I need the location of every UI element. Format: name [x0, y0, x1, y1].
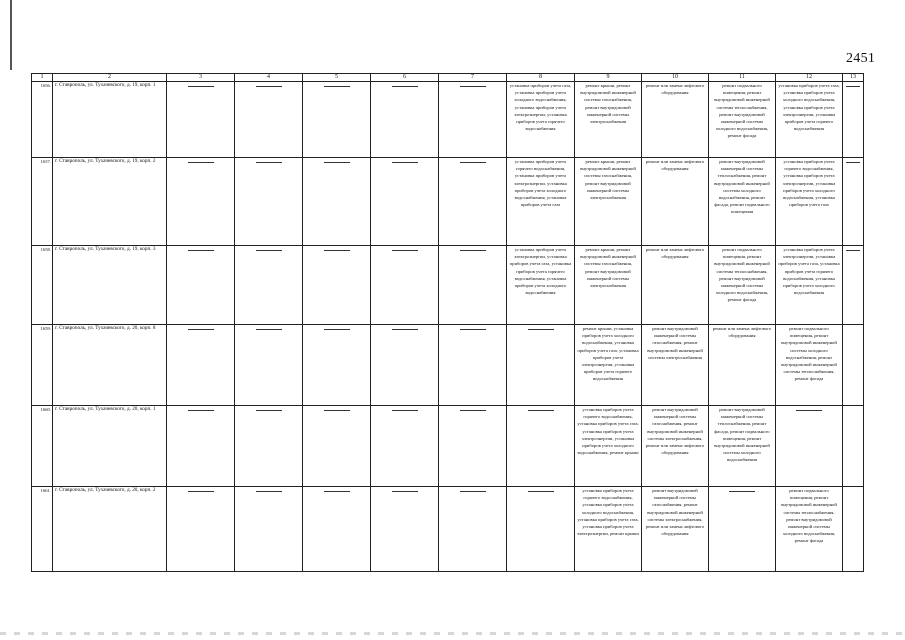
work-cell: ремонт крыши, ремонт внутридомовой инженерной системы газоснабжения, ремонт внутридомовой инженерной системы электроснабжения	[575, 82, 642, 158]
work-cell: ремонт крыши, ремонт внутридомовой инженерной системы газоснабжения, ремонт внутридомовой инженерной системы электроснабжения	[575, 158, 642, 246]
repair-schedule-table	[31, 73, 864, 572]
column-header: 13	[843, 74, 864, 82]
scan-artifact	[0, 632, 905, 635]
column-header: 6	[371, 74, 439, 82]
work-cell: ремонт внутридомовой инженерной системы газоснабжения, ремонт внутридомовой инженерной системы электроснабжения, ремонт или замена лифтового оборудования	[642, 487, 709, 572]
dash-mark	[256, 250, 282, 251]
work-cell: установка приборов учета электроэнергии, установка приборов учета газа, установка приборов учета горячего водоснабжения, установка приборов учета холодного водоснабжения	[507, 246, 575, 325]
dash-mark	[528, 329, 554, 330]
row-address: г. Ставрополь, ул. Тухачевского, д. 19, корп. 2	[53, 158, 167, 246]
work-cell: ремонт внутридомовой инженерной системы теплоснабжения, ремонт фасада, ремонт подвального помещения, ремонт внутридомовой инженерной системы холодного водоснабжения	[709, 406, 776, 487]
dash-mark	[392, 86, 418, 87]
dash-mark	[256, 410, 282, 411]
dash-mark	[528, 491, 554, 492]
row-address: г. Ставрополь, ул. Тухачевского, д. 19, корп. 3	[53, 246, 167, 325]
dash-mark	[392, 250, 418, 251]
empty-cell	[303, 325, 371, 406]
column-header: 11	[709, 74, 776, 82]
column-header: 4	[235, 74, 303, 82]
dash-mark	[188, 86, 214, 87]
work-cell: установка приборов учета электроэнергии, установка приборов учета газа, установка приборов учета горячего водоснабжения, установка приборов учета холодного водоснабжения	[776, 246, 843, 325]
dash-mark	[460, 86, 486, 87]
dash-mark	[256, 162, 282, 163]
work-cell: ремонт крыши, ремонт внутридомовой инженерной системы газоснабжения, ремонт внутридомовой инженерной системы электроснабжения	[575, 246, 642, 325]
dash-mark	[324, 162, 350, 163]
dash-mark	[188, 329, 214, 330]
dash-mark	[188, 162, 214, 163]
empty-cell	[303, 82, 371, 158]
column-header: 1	[32, 74, 53, 82]
work-cell: ремонт подвального помещения, ремонт внутридомовой инженерной системы холодного водоснабжения, ремонт внутридомовой инженерной системы теплоснабжения, ремонт фасада	[776, 325, 843, 406]
empty-cell	[235, 158, 303, 246]
column-header: 3	[167, 74, 235, 82]
empty-cell	[843, 325, 864, 406]
row-number: 1660.	[32, 406, 53, 487]
empty-cell	[167, 406, 235, 487]
empty-cell	[507, 325, 575, 406]
dash-mark	[188, 250, 214, 251]
dash-mark	[796, 410, 822, 411]
empty-cell	[167, 325, 235, 406]
empty-cell	[776, 406, 843, 487]
empty-cell	[843, 158, 864, 246]
dash-mark	[528, 410, 554, 411]
dash-mark	[324, 86, 350, 87]
work-cell: ремонт крыши, установка приборов учета холодного водоснабжения, установка приборов учета газа, установка приборов учета электроэнергии, установка приборов учета горячего водоснабжения	[575, 325, 642, 406]
table-row	[32, 246, 864, 325]
empty-cell	[439, 406, 507, 487]
row-address: г. Ставрополь, ул. Тухачевского, д. 19, корп. 1	[53, 82, 167, 158]
work-cell: ремонт или замена лифтового оборудования	[642, 158, 709, 246]
column-header: 10	[642, 74, 709, 82]
column-number-row	[32, 74, 864, 82]
dash-mark	[324, 491, 350, 492]
table-row	[32, 325, 864, 406]
row-number: 1658.	[32, 246, 53, 325]
empty-cell	[439, 158, 507, 246]
empty-cell	[371, 487, 439, 572]
empty-cell	[843, 82, 864, 158]
empty-cell	[439, 82, 507, 158]
table-row	[32, 487, 864, 572]
dash-mark	[392, 491, 418, 492]
empty-cell	[843, 406, 864, 487]
empty-cell	[439, 325, 507, 406]
row-address: г. Ставрополь, ул. Тухачевского, д. 20, корп. 1	[53, 406, 167, 487]
column-header: 2	[53, 74, 167, 82]
empty-cell	[371, 82, 439, 158]
empty-cell	[167, 158, 235, 246]
column-header: 7	[439, 74, 507, 82]
work-cell: установка приборов учета горячего водоснабжения, установка приборов учета газа, установка приборов учета электроэнергии, установка приборов учета холодного водоснабжения, ремонт крыши	[575, 406, 642, 487]
empty-cell	[235, 246, 303, 325]
work-cell: установка приборов учета горячего водоснабжения, установка приборов учета холодного водоснабжения, установка приборов учета газа, установка приборов учета электроэнергии, ремонт крыши	[575, 487, 642, 572]
dash-mark	[324, 250, 350, 251]
dash-mark	[324, 410, 350, 411]
empty-cell	[439, 487, 507, 572]
empty-cell	[235, 406, 303, 487]
empty-cell	[371, 158, 439, 246]
empty-cell	[167, 487, 235, 572]
work-cell: установка приборов учета горячего водоснабжения, установка приборов учета электроэнергии, установка приборов учета холодного водоснабжения, установка приборов учета газа	[776, 158, 843, 246]
work-cell: ремонт или замена лифтового оборудования	[642, 246, 709, 325]
dash-mark	[256, 329, 282, 330]
column-header: 5	[303, 74, 371, 82]
dash-mark	[392, 410, 418, 411]
dash-mark	[188, 491, 214, 492]
empty-cell	[439, 246, 507, 325]
dash-mark	[729, 491, 755, 492]
table-row	[32, 406, 864, 487]
dash-mark	[256, 491, 282, 492]
empty-cell	[167, 82, 235, 158]
page-number: 2451	[846, 51, 876, 66]
empty-cell	[235, 82, 303, 158]
empty-cell	[303, 246, 371, 325]
work-cell: ремонт подвального помещения, ремонт внутридомовой инженерной системы теплоснабжения, ремонт внутридомовой инженерной системы холодного водоснабжения, ремонт фасада	[709, 246, 776, 325]
empty-cell	[507, 406, 575, 487]
empty-cell	[303, 487, 371, 572]
dash-mark	[392, 162, 418, 163]
empty-cell	[371, 406, 439, 487]
row-number: 1659.	[32, 325, 53, 406]
scan-margin-line	[10, 0, 12, 70]
work-cell: ремонт подвального помещения, ремонт внутридомовой инженерной системы теплоснабжения, ремонт внутридомовой инженерной системы холодного водоснабжения, ремонт фасада	[776, 487, 843, 572]
column-header: 8	[507, 74, 575, 82]
work-cell: установка приборов учета горячего водоснабжения, установка приборов учета электроэнергии, установка приборов учета холодного водоснабжения, установка приборов учета газа	[507, 158, 575, 246]
work-cell: ремонт или замена лифтового оборудования	[642, 82, 709, 158]
dash-mark	[392, 329, 418, 330]
dash-mark	[460, 410, 486, 411]
work-cell: установка приборов учета газа, установка приборов учета холодного водоснабжения, установка приборов учета электроэнергии, установка приборов учета горячего водоснабжения	[507, 82, 575, 158]
dash-mark	[460, 250, 486, 251]
empty-cell	[507, 487, 575, 572]
table-row	[32, 158, 864, 246]
row-address: г. Ставрополь, ул. Тухачевского, д. 20, корп. 2	[53, 487, 167, 572]
work-cell: ремонт или замена лифтового оборудования	[709, 325, 776, 406]
dash-mark	[460, 162, 486, 163]
column-header: 12	[776, 74, 843, 82]
dash-mark	[846, 250, 860, 251]
dash-mark	[846, 162, 860, 163]
dash-mark	[188, 410, 214, 411]
dash-mark	[460, 329, 486, 330]
empty-cell	[167, 246, 235, 325]
row-address: г. Ставрополь, ул. Тухачевского, д. 20, корп. 8	[53, 325, 167, 406]
empty-cell	[843, 246, 864, 325]
column-header: 9	[575, 74, 642, 82]
empty-cell	[235, 487, 303, 572]
dash-mark	[460, 491, 486, 492]
work-cell: ремонт подвального помещения, ремонт внутридомовой инженерной системы теплоснабжения, ремонт внутридомовой инженерной системы холодного водоснабжения, ремонт фасада	[709, 82, 776, 158]
table-row	[32, 82, 864, 158]
dash-mark	[324, 329, 350, 330]
empty-cell	[235, 325, 303, 406]
empty-cell	[371, 325, 439, 406]
empty-cell	[709, 487, 776, 572]
row-number: 1661.	[32, 487, 53, 572]
row-number: 1657.	[32, 158, 53, 246]
work-cell: установка приборов учета газа, установка приборов учета холодного водоснабжения, установка приборов учета электроэнергии, установка приборов учета горячего водоснабжения	[776, 82, 843, 158]
work-cell: ремонт внутридомовой инженерной системы газоснабжения, ремонт внутридомовой инженерной системы электроснабжения, ремонт или замена лифтового оборудования	[642, 406, 709, 487]
work-cell: ремонт внутридомовой инженерной системы газоснабжения, ремонт внутридомовой инженерной системы электроснабжения	[642, 325, 709, 406]
empty-cell	[303, 406, 371, 487]
work-cell: ремонт внутридомовой инженерной системы теплоснабжения, ремонт внутридомовой инженерной системы холодного водоснабжения, ремонт фасада, ремонт подвального помещения	[709, 158, 776, 246]
empty-cell	[371, 246, 439, 325]
empty-cell	[303, 158, 371, 246]
row-number: 1656.	[32, 82, 53, 158]
dash-mark	[846, 86, 860, 87]
dash-mark	[256, 86, 282, 87]
empty-cell	[843, 487, 864, 572]
